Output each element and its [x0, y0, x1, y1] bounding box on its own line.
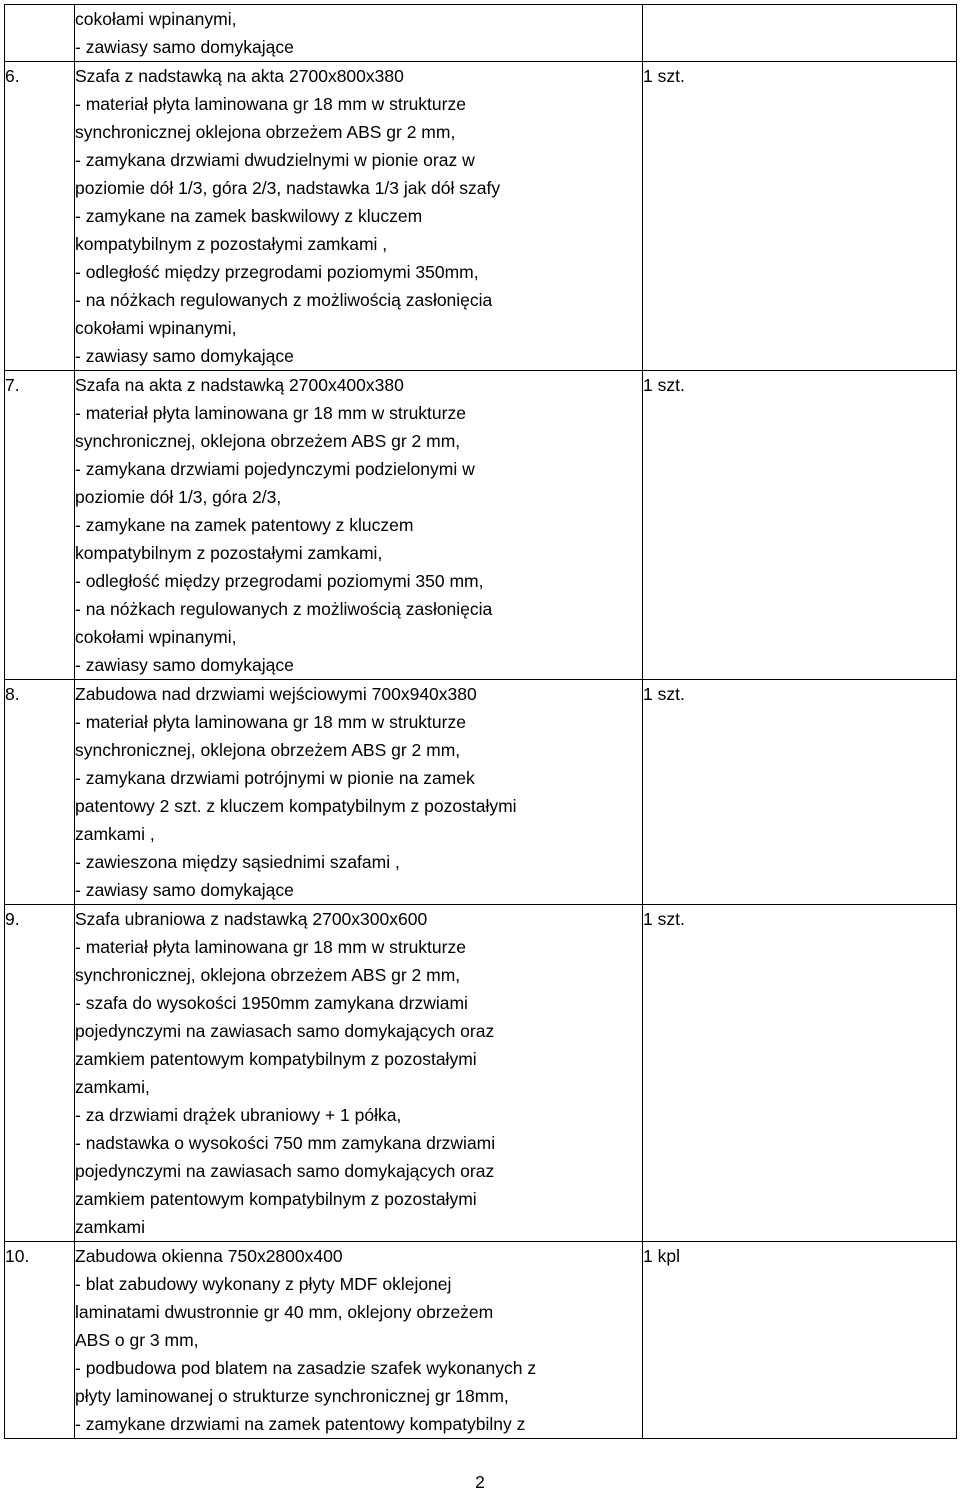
description-line: synchronicznej, oklejona obrzeżem ABS gr 2 mm,	[75, 965, 461, 985]
description-line: - podbudowa pod blatem na zasadzie szafek wykonanych z	[75, 1358, 537, 1378]
description-line: - na nóżkach regulowanych z możliwością zasłonięcia	[75, 290, 493, 310]
description-line: - zawieszona między sąsiednimi szafami ,	[75, 852, 400, 872]
item-description	[75, 5, 643, 62]
description-line: kompatybilnym z pozostałymi zamkami,	[75, 543, 383, 563]
item-title: Zabudowa okienna 750x2800x400	[75, 1246, 343, 1266]
description-line: ABS o gr 3 mm,	[75, 1330, 199, 1350]
item-description	[75, 371, 643, 680]
description-line: - zamykane na zamek baskwilowy z kluczem	[75, 206, 423, 226]
page-number: 2	[475, 1472, 485, 1492]
item-quantity: 1 szt.	[643, 62, 957, 371]
description-line: - zawiasy samo domykające	[75, 346, 294, 366]
item-number: 10.	[5, 1242, 75, 1439]
description-line: płyty laminowanej o strukturze synchronicznej gr 18mm,	[75, 1386, 509, 1406]
item-quantity: 1 kpl	[643, 1242, 957, 1439]
description-line: zamkiem patentowym kompatybilnym z pozostałymi	[75, 1189, 477, 1209]
item-title: Szafa ubraniowa z nadstawką 2700x300x600	[75, 909, 428, 929]
item-quantity: 1 szt.	[643, 905, 957, 1242]
description-line: - materiał płyta laminowana gr 18 mm w strukturze	[75, 403, 466, 423]
description-line: - za drzwiami drążek ubraniowy + 1 półka,	[75, 1105, 402, 1125]
description-line: poziomie dół 1/3, góra 2/3, nadstawka 1/3 jak dół szafy	[75, 178, 501, 198]
description-line: poziomie dół 1/3, góra 2/3,	[75, 487, 282, 507]
item-number: 9.	[5, 905, 75, 1242]
description-line: pojedynczymi na zawiasach samo domykających oraz	[75, 1021, 495, 1041]
description-line: synchronicznej oklejona obrzeżem ABS gr 2 mm,	[75, 122, 456, 142]
description-line: - szafa do wysokości 1950mm zamykana drzwiami	[75, 993, 468, 1013]
item-description	[75, 1242, 643, 1439]
item-number: 7.	[5, 371, 75, 680]
description-line: - materiał płyta laminowana gr 18 mm w strukturze	[75, 94, 466, 114]
description-line: - blat zabudowy wykonany z płyty MDF oklejonej	[75, 1274, 452, 1294]
table-row	[5, 1242, 957, 1439]
item-quantity: 1 szt.	[643, 371, 957, 680]
item-description	[75, 680, 643, 905]
description-line: - nadstawka o wysokości 750 mm zamykana drzwiami	[75, 1133, 496, 1153]
specification-table-body	[5, 5, 957, 1439]
description-line: zamkami	[75, 1217, 146, 1237]
description-line: - na nóżkach regulowanych z możliwością zasłonięcia	[75, 599, 493, 619]
description-line: - zamykane drzwiami na zamek patentowy kompatybilny z	[75, 1414, 526, 1434]
description-line: synchronicznej, oklejona obrzeżem ABS gr 2 mm,	[75, 740, 461, 760]
item-title: Szafa z nadstawką na akta 2700x800x380	[75, 66, 404, 86]
description-line: - zawiasy samo domykające	[75, 37, 294, 57]
item-description	[75, 62, 643, 371]
table-row	[5, 62, 957, 371]
description-line: - zamykana drzwiami dwudzielnymi w pionie oraz w	[75, 150, 475, 170]
item-title: Szafa na akta z nadstawką 2700x400x380	[75, 375, 404, 395]
item-title: Zabudowa nad drzwiami wejściowymi 700x940x380	[75, 684, 477, 704]
description-line: zamkiem patentowym kompatybilnym z pozostałymi	[75, 1049, 477, 1069]
description-line: - zawiasy samo domykające	[75, 880, 294, 900]
description-line: laminatami dwustronnie gr 40 mm, oklejony obrzeżem	[75, 1302, 494, 1322]
description-line: - zamykana drzwiami pojedynczymi podzielonymi w	[75, 459, 475, 479]
table-row	[5, 5, 957, 62]
description-line: - zamykana drzwiami potrójnymi w pionie na zamek	[75, 768, 475, 788]
specification-table	[4, 4, 957, 1439]
description-line: zamkami,	[75, 1077, 150, 1097]
description-line: - materiał płyta laminowana gr 18 mm w strukturze	[75, 937, 466, 957]
description-line: kompatybilnym z pozostałymi zamkami ,	[75, 234, 388, 254]
item-number: 8.	[5, 680, 75, 905]
description-line: cokołami wpinanymi,	[75, 9, 237, 29]
description-line: synchronicznej, oklejona obrzeżem ABS gr 2 mm,	[75, 431, 461, 451]
description-line: pojedynczymi na zawiasach samo domykających oraz	[75, 1161, 495, 1181]
item-quantity: 1 szt.	[643, 680, 957, 905]
table-row	[5, 905, 957, 1242]
description-line: cokołami wpinanymi,	[75, 627, 237, 647]
item-number	[5, 5, 75, 62]
item-number: 6.	[5, 62, 75, 371]
table-row	[5, 371, 957, 680]
description-line: zamkami ,	[75, 824, 155, 844]
item-description	[75, 905, 643, 1242]
description-line: cokołami wpinanymi,	[75, 318, 237, 338]
description-line: - zawiasy samo domykające	[75, 655, 294, 675]
item-quantity	[643, 5, 957, 62]
description-line: - odległość między przegrodami poziomymi 350mm,	[75, 262, 479, 282]
description-line: - zamykane na zamek patentowy z kluczem	[75, 515, 414, 535]
table-row	[5, 680, 957, 905]
description-line: - materiał płyta laminowana gr 18 mm w strukturze	[75, 712, 466, 732]
description-line: patentowy 2 szt. z kluczem kompatybilnym z pozostałymi	[75, 796, 517, 816]
description-line: - odległość między przegrodami poziomymi 350 mm,	[75, 571, 484, 591]
